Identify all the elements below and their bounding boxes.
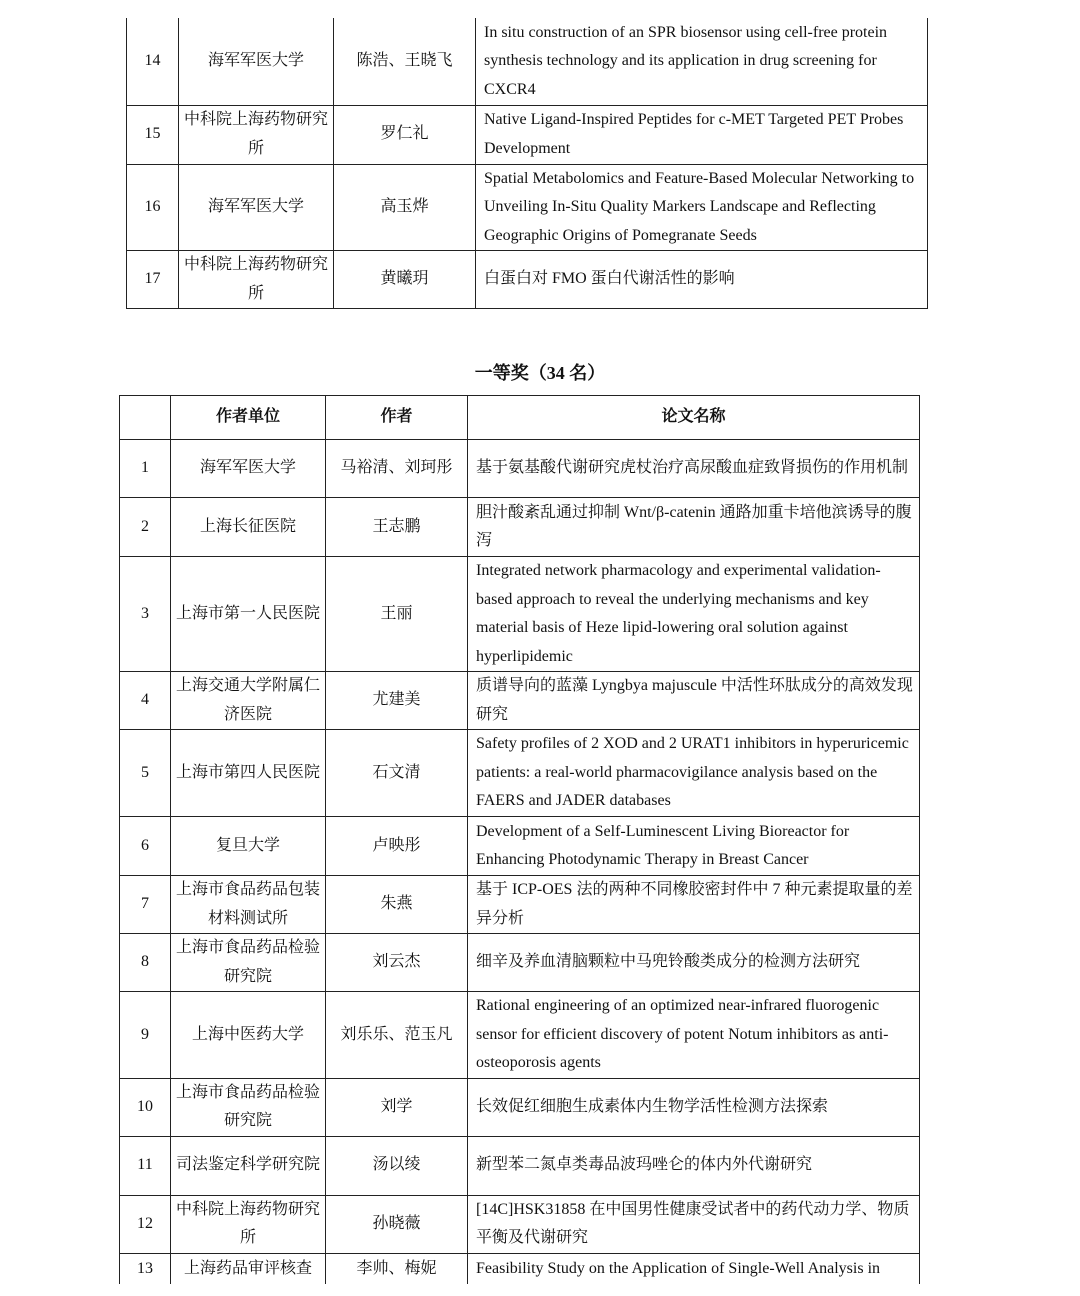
- author-name: 朱燕: [326, 876, 468, 934]
- paper-title: [14C]HSK31858 在中国男性健康受试者中的药代动力学、物质平衡及代谢研究: [468, 1195, 920, 1253]
- author-unit: 海军军医大学: [171, 440, 326, 498]
- row-number: 16: [127, 164, 179, 251]
- row-number: 2: [120, 498, 171, 557]
- author-name: 王志鹏: [326, 498, 468, 557]
- author-unit: 海军军医大学: [179, 18, 334, 105]
- author-name: 马裕清、刘珂彤: [326, 440, 468, 498]
- paper-title: Safety profiles of 2 XOD and 2 URAT1 inhibitors in hyperuricemic patients: a real-world pharmacovigilance analysis based on the FAERS and JADER databases: [468, 730, 920, 817]
- paper-title: 基于氨基酸代谢研究虎杖治疗高尿酸血症致肾损伤的作用机制: [468, 440, 920, 498]
- author-name: 刘学: [326, 1078, 468, 1136]
- row-number: 1: [120, 440, 171, 498]
- row-number: 6: [120, 817, 171, 876]
- paper-title: 新型苯二氮卓类毒品波玛唑仑的体内外代谢研究: [468, 1136, 920, 1195]
- table-row: [120, 817, 920, 876]
- paper-title: In situ construction of an SPR biosensor using cell-free protein synthesis technology and its application in drug screening for CXCR4: [476, 18, 928, 105]
- author-name: 陈浩、王晓飞: [334, 18, 476, 105]
- table-row: [120, 440, 920, 498]
- row-number: 9: [120, 992, 171, 1079]
- author-unit: 上海交通大学附属仁济医院: [171, 672, 326, 730]
- row-number: 5: [120, 730, 171, 817]
- author-unit: 中科院上海药物研究所: [179, 105, 334, 164]
- table-row: [120, 1136, 920, 1195]
- author-name: 石文清: [326, 730, 468, 817]
- author-name: 王丽: [326, 557, 468, 672]
- author-unit: 司法鉴定科学研究院: [171, 1136, 326, 1195]
- row-number: 11: [120, 1136, 171, 1195]
- header-author: 作者: [326, 396, 468, 440]
- author-unit: 海军军医大学: [179, 164, 334, 251]
- author-name: 卢映彤: [326, 817, 468, 876]
- table-row: [120, 557, 920, 672]
- paper-title: Development of a Self-Luminescent Living Bioreactor for Enhancing Photodynamic Therapy in Breast Cancer: [468, 817, 920, 876]
- table-header-row: [120, 396, 920, 440]
- author-unit: 上海市第一人民医院: [171, 557, 326, 672]
- row-number: 8: [120, 934, 171, 992]
- table-row: [120, 1253, 920, 1284]
- paper-title: 基于 ICP-OES 法的两种不同橡胶密封件中 7 种元素提取量的差异分析: [468, 876, 920, 934]
- row-number: 7: [120, 876, 171, 934]
- author-unit: 上海中医药大学: [171, 992, 326, 1079]
- paper-title: Native Ligand-Inspired Peptides for c-MET Targeted PET Probes Development: [476, 105, 928, 164]
- paper-title: 胆汁酸紊乱通过抑制 Wnt/β-catenin 通路加重卡培他滨诱导的腹泻: [468, 498, 920, 557]
- author-unit: 上海药品审评核查: [171, 1253, 326, 1284]
- author-unit: 上海市食品药品检验研究院: [171, 934, 326, 992]
- awards-table-continued: [126, 18, 928, 309]
- author-name: 刘云杰: [326, 934, 468, 992]
- row-number: 3: [120, 557, 171, 672]
- row-number: 10: [120, 1078, 171, 1136]
- row-number: 12: [120, 1195, 171, 1253]
- author-name: 孙晓薇: [326, 1195, 468, 1253]
- header-author-unit: 作者单位: [171, 396, 326, 440]
- paper-title: 细辛及养血清脑颗粒中马兜铃酸类成分的检测方法研究: [468, 934, 920, 992]
- row-number: 14: [127, 18, 179, 105]
- author-unit: 上海市食品药品检验研究院: [171, 1078, 326, 1136]
- table-row: [120, 1078, 920, 1136]
- author-name: 罗仁礼: [334, 105, 476, 164]
- table-row: [127, 164, 928, 251]
- header-paper-title: 论文名称: [468, 396, 920, 440]
- paper-title: 白蛋白对 FMO 蛋白代谢活性的影响: [476, 251, 928, 309]
- author-unit: 上海市第四人民医院: [171, 730, 326, 817]
- table-row: [127, 18, 928, 105]
- row-number: 13: [120, 1253, 171, 1284]
- paper-title: Rational engineering of an optimized near-infrared fluorogenic sensor for efficient discovery of potent Notum inhibitors as anti-osteoporosis agents: [468, 992, 920, 1079]
- table-row: [120, 934, 920, 992]
- table-row: [120, 992, 920, 1079]
- author-name: 刘乐乐、范玉凡: [326, 992, 468, 1079]
- paper-title: 质谱导向的蓝藻 Lyngbya majuscule 中活性环肽成分的高效发现研究: [468, 672, 920, 730]
- author-name: 尤建美: [326, 672, 468, 730]
- row-number: 17: [127, 251, 179, 309]
- table-row: [120, 498, 920, 557]
- author-unit: 中科院上海药物研究所: [171, 1195, 326, 1253]
- author-name: 汤以绫: [326, 1136, 468, 1195]
- author-name: 高玉烨: [334, 164, 476, 251]
- section-title-first-prize: 一等奖（34 名）: [474, 363, 606, 383]
- author-unit: 上海长征医院: [171, 498, 326, 557]
- row-number: 4: [120, 672, 171, 730]
- paper-title: Integrated network pharmacology and experimental validation-based approach to reveal the underlying mechanisms and key material basis of Heze lipid-lowering oral solution against hyperlipidemic: [468, 557, 920, 672]
- author-name: 黄曦玥: [334, 251, 476, 309]
- first-prize-table: [119, 395, 920, 1284]
- table-row: [120, 730, 920, 817]
- table-row: [120, 876, 920, 934]
- paper-title: 长效促红细胞生成素体内生物学活性检测方法探索: [468, 1078, 920, 1136]
- table-row: [120, 1195, 920, 1253]
- row-number: 15: [127, 105, 179, 164]
- author-name: 李帅、梅妮: [326, 1253, 468, 1284]
- author-unit: 复旦大学: [171, 817, 326, 876]
- paper-title: Feasibility Study on the Application of Single-Well Analysis in: [468, 1253, 920, 1284]
- header-number: [120, 396, 171, 440]
- author-unit: 上海市食品药品包装材料测试所: [171, 876, 326, 934]
- table-row: [127, 105, 928, 164]
- author-unit: 中科院上海药物研究所: [179, 251, 334, 309]
- paper-title: Spatial Metabolomics and Feature-Based Molecular Networking to Unveiling In-Situ Quality Markers Landscape and Reflecting Geographic Origins of Pomegranate Seeds: [476, 164, 928, 251]
- table-row: [120, 672, 920, 730]
- table-row: [127, 251, 928, 309]
